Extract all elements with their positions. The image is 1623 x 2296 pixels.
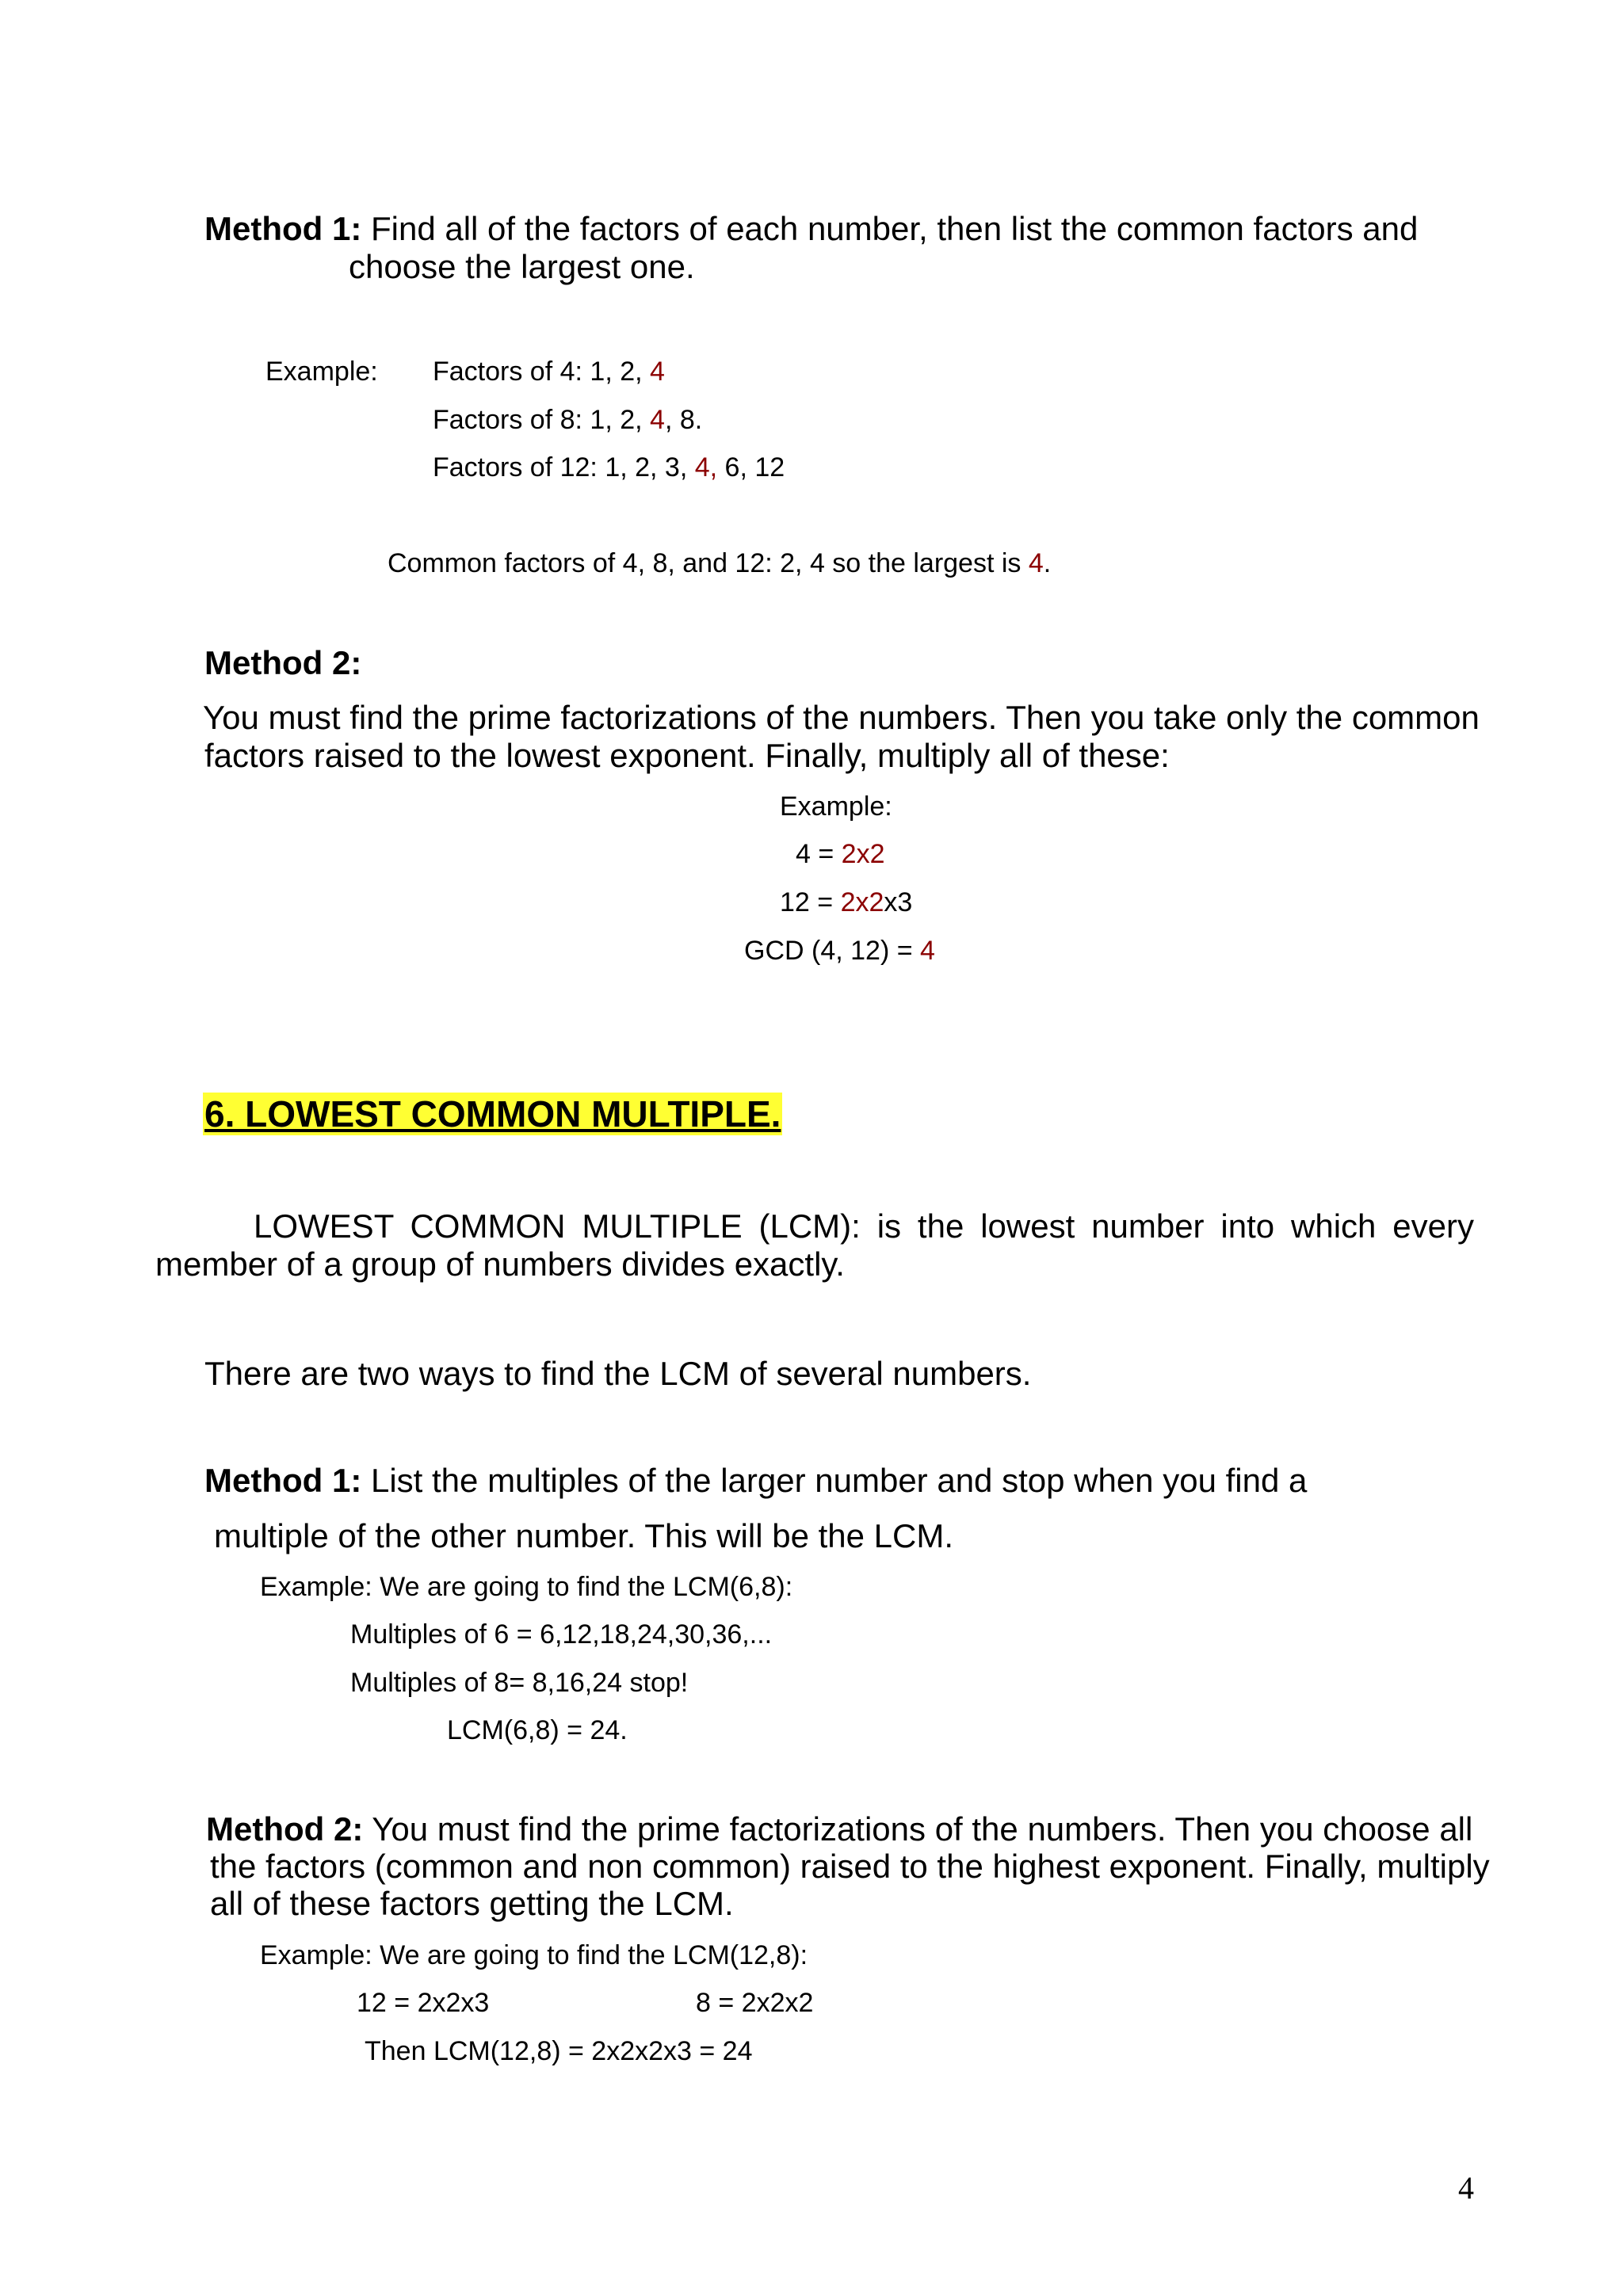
lcm-method2-line3: all of these factors getting the LCM.: [210, 1885, 734, 1922]
gcd-method1-line1: Method 1: Find all of the factors of each number, then list the common factors and: [204, 210, 1419, 247]
lcm-method1-line1: Method 1: List the multiples of the larger number and stop when you find a: [204, 1462, 1308, 1499]
lcm-method2-example: Example: We are going to find the LCM(12,8):: [260, 1940, 808, 1970]
lcm-method2-line2: the factors (common and non common) raised to the highest exponent. Finally, multiply: [210, 1848, 1490, 1885]
gcd-method1-line2: choose the largest one.: [349, 248, 695, 285]
gcd-method1-example-label: Example:: [265, 357, 378, 387]
multiples-of-6: Multiples of 6 = 6,12,18,24,30,36,...: [350, 1619, 773, 1650]
gcd-method2-text-line2: factors raised to the lowest exponent. Finally, multiply all of these:: [204, 737, 1170, 774]
page-number: 4: [1458, 2170, 1474, 2206]
lcm-method1-line2: multiple of the other number. This will be the LCM.: [214, 1517, 954, 1554]
lcm-method2-line1: Method 2: You must find the prime factorizations of the numbers. Then you choose all: [206, 1810, 1473, 1848]
common-factors-line: Common factors of 4, 8, and 12: 2, 4 so the largest is 4.: [388, 548, 1052, 578]
lcm-method2-label: Method 2:: [206, 1810, 364, 1848]
lcm-method1-example: Example: We are going to find the LCM(6,8):: [260, 1572, 793, 1602]
lcm-method1-label: Method 1:: [204, 1462, 362, 1499]
gcd-eq-4: 4 = 2x2: [796, 839, 885, 869]
gcd-method2-example-label: Example:: [780, 791, 892, 822]
factors-of-4: Factors of 4: 1, 2, 4: [433, 357, 665, 387]
prime-factorization-8: 8 = 2x2x2: [696, 1988, 814, 2018]
section-heading-lcm: 6. LOWEST COMMON MULTIPLE.: [204, 1093, 781, 1135]
gcd-eq-12: 12 = 2x2x3: [780, 887, 913, 917]
factors-of-12: Factors of 12: 1, 2, 3, 4, 6, 12: [433, 452, 785, 482]
lcm-method1-result: LCM(6,8) = 24.: [447, 1715, 628, 1745]
factors-of-8: Factors of 8: 1, 2, 4, 8.: [433, 405, 703, 435]
gcd-method2-text-line1: You must find the prime factorizations of the numbers. Then you take only the common: [203, 699, 1480, 736]
lcm-method2-result: Then LCM(12,8) = 2x2x2x3 = 24: [365, 2036, 753, 2066]
gcd-method2-label: Method 2:: [204, 644, 362, 681]
gcd-method1-label: Method 1:: [204, 210, 362, 247]
multiples-of-8: Multiples of 8= 8,16,24 stop!: [350, 1668, 689, 1698]
lcm-definition: LOWEST COMMON MULTIPLE (LCM): is the lowest number into which every member of a group of numbers divides exactly.: [155, 1207, 1474, 1283]
lcm-intro: There are two ways to find the LCM of several numbers.: [204, 1355, 1032, 1392]
gcd-result: GCD (4, 12) = 4: [744, 936, 935, 966]
prime-factorization-12: 12 = 2x2x3: [357, 1988, 490, 2018]
